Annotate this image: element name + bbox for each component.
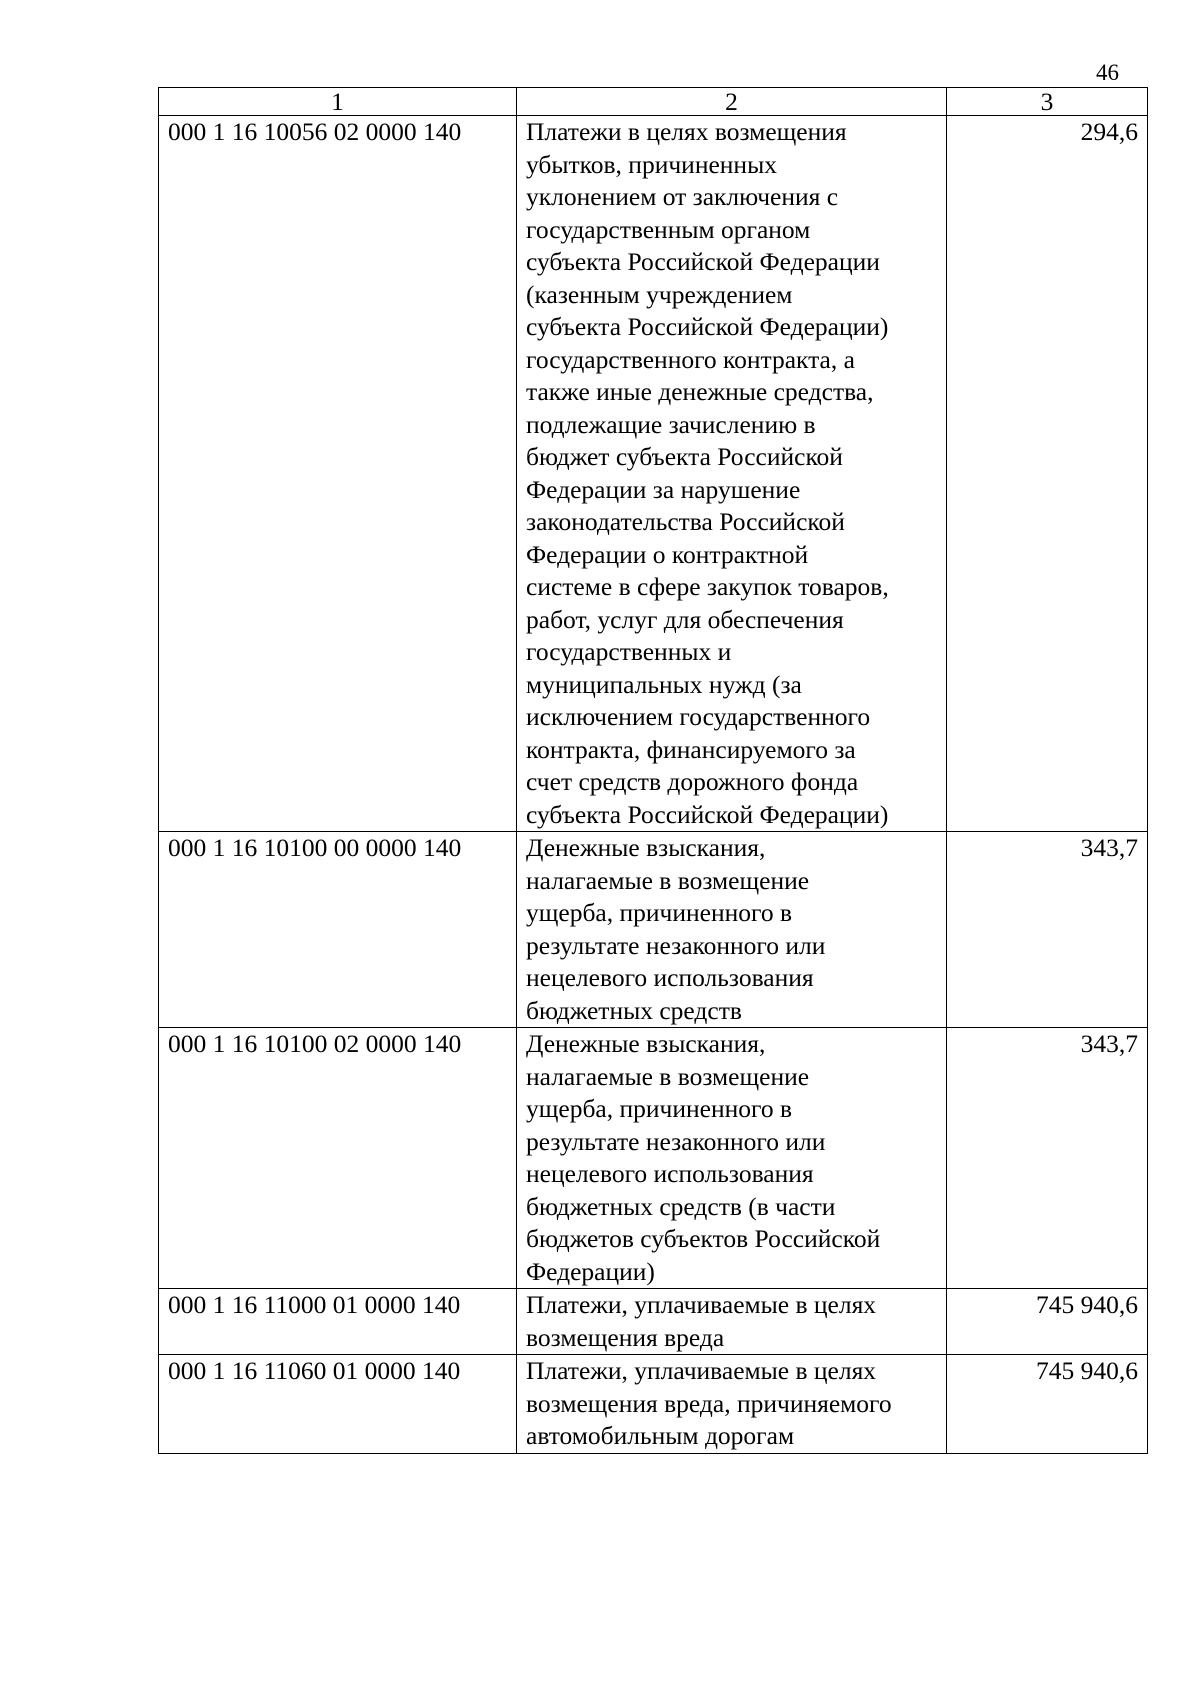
column-header-description: 2 bbox=[517, 88, 947, 116]
amount-cell: 745 940,6 bbox=[947, 1289, 1148, 1355]
column-header-amount: 3 bbox=[947, 88, 1148, 116]
amount-cell: 745 940,6 bbox=[947, 1355, 1148, 1454]
budget-table bbox=[158, 87, 1148, 1454]
budget-code-cell: 000 1 16 11000 01 0000 140 bbox=[159, 1289, 517, 1355]
budget-code-cell: 000 1 16 10056 02 0000 140 bbox=[159, 116, 517, 832]
table-row bbox=[159, 1289, 1148, 1355]
budget-code-cell: 000 1 16 10100 02 0000 140 bbox=[159, 1028, 517, 1289]
description-cell: Платежи в целях возмещения убытков, причиненных уклонением от заключения с государственным органом субъекта Российской Федерации (казенным учреждением субъекта Российской Федерации) государственного контракта, а также иные денежные средства, подлежащие зачислению в бюджет субъекта Российской Федерации за нарушение законодательства Российской Федерации о контрактной системе в сфере закупок товаров, работ, услуг для обеспечения государственных и муниципальных нужд (за исключением государственного контракта, финансируемого за счет средств дорожного фонда субъекта Российской Федерации) bbox=[517, 116, 947, 832]
description-cell: Денежные взыскания, налагаемые в возмещение ущерба, причиненного в результате незаконного или нецелевого использования бюджетных средств bbox=[517, 832, 947, 1028]
description-cell: Платежи, уплачиваемые в целях возмещения вреда, причиняемого автомобильным дорогам bbox=[517, 1355, 947, 1454]
table-header-row bbox=[159, 88, 1148, 116]
amount-cell: 343,7 bbox=[947, 1028, 1148, 1289]
budget-code-cell: 000 1 16 10100 00 0000 140 bbox=[159, 832, 517, 1028]
description-cell: Платежи, уплачиваемые в целях возмещения вреда bbox=[517, 1289, 947, 1355]
column-header-code: 1 bbox=[159, 88, 517, 116]
budget-code-cell: 000 1 16 11060 01 0000 140 bbox=[159, 1355, 517, 1454]
table-row bbox=[159, 1028, 1148, 1289]
table-row bbox=[159, 832, 1148, 1028]
table-row bbox=[159, 116, 1148, 832]
table-row bbox=[159, 1355, 1148, 1454]
description-cell: Денежные взыскания, налагаемые в возмещение ущерба, причиненного в результате незаконного или нецелевого использования бюджетных средств (в части бюджетов субъектов Российской Федерации) bbox=[517, 1028, 947, 1289]
amount-cell: 294,6 bbox=[947, 116, 1148, 832]
page-number: 46 bbox=[1096, 60, 1119, 85]
amount-cell: 343,7 bbox=[947, 832, 1148, 1028]
